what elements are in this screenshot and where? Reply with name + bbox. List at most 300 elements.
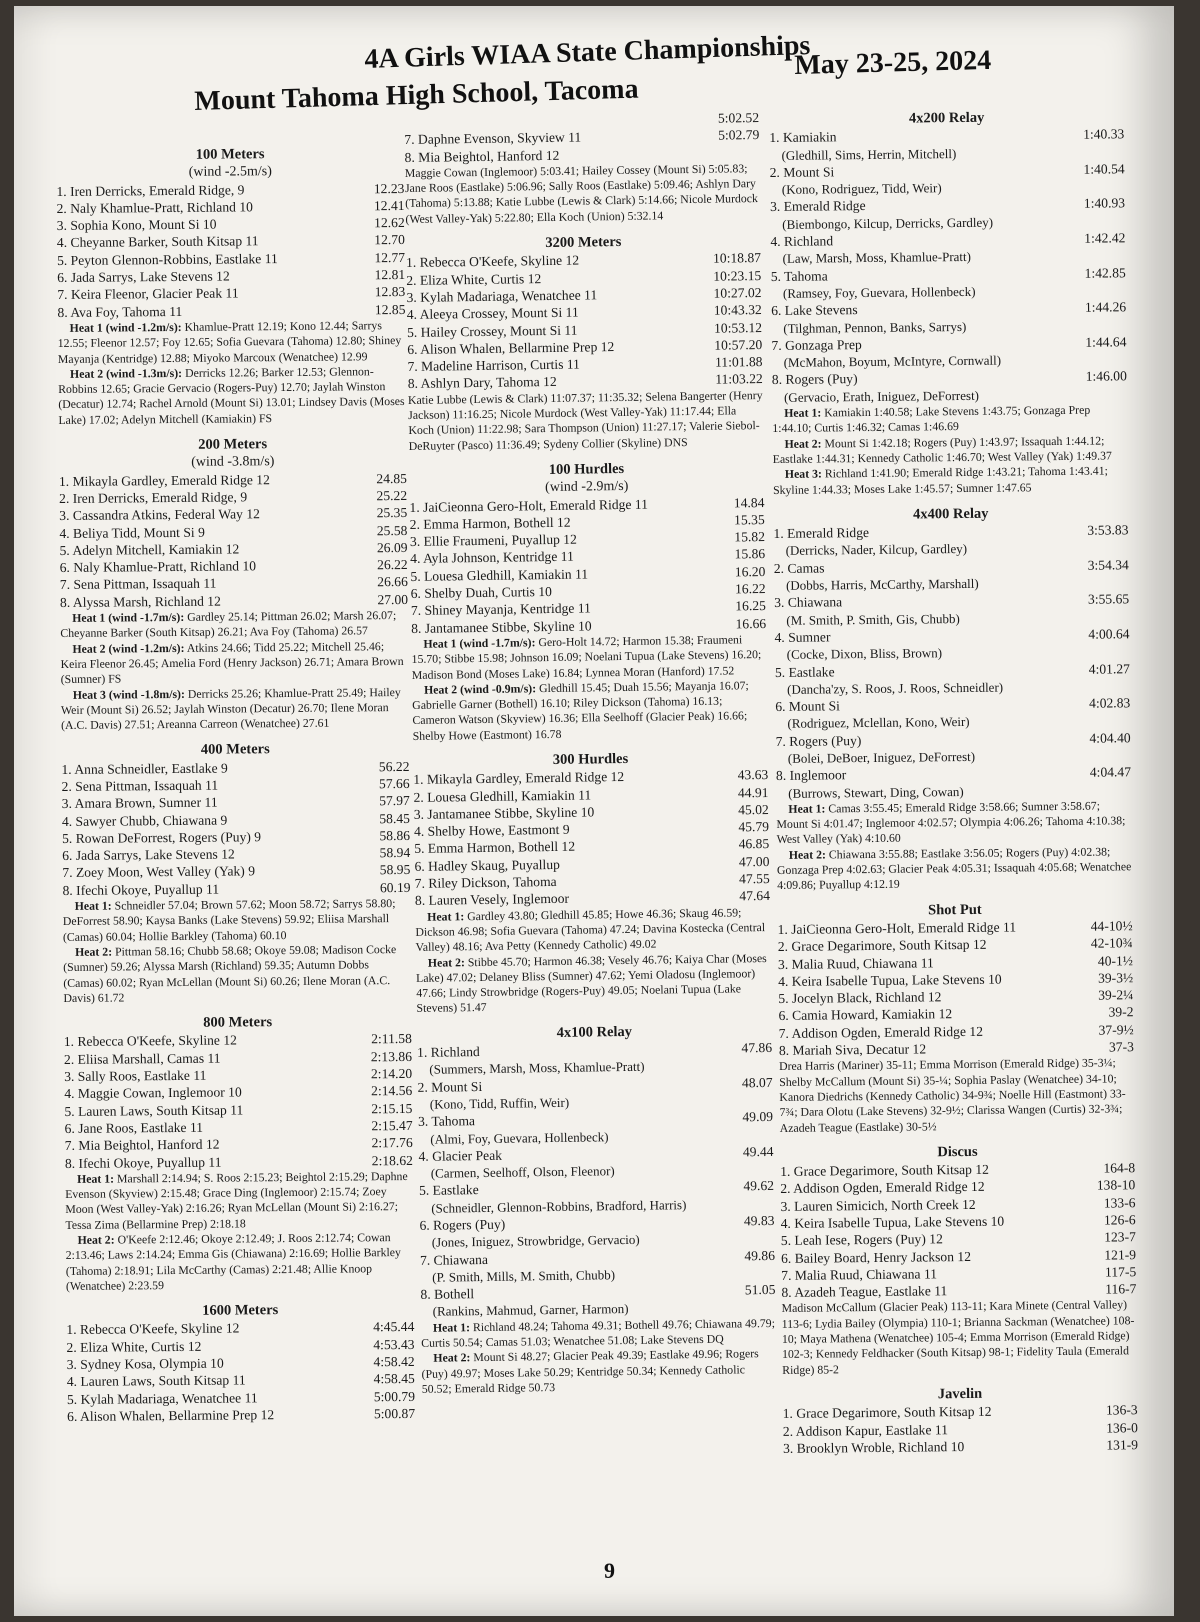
relay-members: (Cocke, Dixon, Bliss, Brown) xyxy=(786,645,943,663)
heat-label: Heat 3 (wind -1.8m/s): xyxy=(72,686,185,702)
result-mark: 47.00 xyxy=(738,853,770,870)
result-mark: 15.86 xyxy=(734,546,766,562)
heat-text: Pittman 58.16; Chubb 58.68; Okoye 59.08; Madison Cocke (Sumner) 59.26; Alyssa Marsh (Richland) 59.35; Autumn Dobbs (Camas) 60.02; Ryan McLellan (Mount Si) 60.26; Ilene Moran (A.C. Davis) 61.72 xyxy=(63,942,397,1005)
athlete-entry: 3. Tahoma xyxy=(417,1113,476,1130)
result-mark: 39-2¼ xyxy=(1098,987,1134,1003)
heat-text: Mount Si 48.27; Glacier Peak 49.39; Eastlake 49.96; Rogers (Puy) 49.97; Moses Lake 50.29; Kentridge 50.34; Kennedy Catholic 50.52; Emerald Ridge 50.73 xyxy=(421,1346,759,1396)
athlete-entry: 5. Eastlake xyxy=(774,663,835,680)
relay-members: (Bolei, DeBoer, Iniguez, DeForrest) xyxy=(787,748,976,766)
result-mark: 10:57.20 xyxy=(714,336,763,353)
result-mark: 49.86 xyxy=(744,1247,776,1263)
relay-members: (Carmen, Seelhoff, Olson, Fleenor) xyxy=(430,1163,615,1181)
relay-members: (Kono, Tidd, Ruffin, Weir) xyxy=(429,1094,570,1112)
result-mark: 1:42.85 xyxy=(1084,264,1126,281)
event-section xyxy=(780,1142,1137,1378)
athlete-entry: 1. Anna Schneidler, Eastlake 9 xyxy=(61,760,228,777)
heat-label: Heat 2: xyxy=(77,1232,115,1247)
page-number: 9 xyxy=(604,1558,615,1583)
result-mark: 16.25 xyxy=(735,598,767,614)
heat-results xyxy=(773,463,1128,497)
relay-members: (Schneidler, Glennon-Robbins, Bradford, Harris) xyxy=(431,1196,687,1216)
result-mark: 1:40.33 xyxy=(1083,126,1125,143)
result-mark: 12.23 xyxy=(373,180,405,196)
result-mark: 1:40.93 xyxy=(1083,195,1126,212)
athlete-entry: 2. Eliisa Marshall, Camas 11 xyxy=(63,1050,221,1067)
heat-text: Schneidler 57.04; Brown 57.62; Moon 58.72; Sarrys 58.80; DeForrest 58.90; Kaysa Banks (Lake Stevens) 59.92; Eliisa Marshall (Camas) 60.04; Hollie Barkley (Tahoma) 60.10 xyxy=(62,896,396,944)
athlete-entry: 7. Sena Pittman, Issaquah 11 xyxy=(59,576,217,593)
athlete-entry: 7. Riley Dickson, Tahoma xyxy=(414,874,557,891)
athlete-entry: 7. Madeline Harrison, Curtis 11 xyxy=(407,356,581,375)
athlete-entry: 2. Emma Harmon, Bothell 12 xyxy=(409,514,571,532)
athlete-entry: 6. Jane Roos, Eastlake 11 xyxy=(64,1119,204,1136)
heat-results xyxy=(415,905,771,956)
result-mark: 1:42.42 xyxy=(1084,230,1126,246)
result-mark: 57.97 xyxy=(379,793,410,809)
athlete-entry: 5. Rowan DeForrest, Rogers (Puy) 9 xyxy=(62,829,262,846)
results-column-2 xyxy=(404,109,777,1407)
result-mark: 49.83 xyxy=(743,1212,775,1229)
athlete-entry: 6. Alison Whalen, Bellarmine Prep 12 xyxy=(407,338,615,357)
athlete-entry: 4. Ayla Johnson, Kentridge 11 xyxy=(410,549,574,567)
athlete-entry: 8. Ashlyn Dary, Tahoma 12 xyxy=(407,374,557,392)
heat-label: Heat 1: xyxy=(76,1171,115,1186)
athlete-entry: 8. Inglemoor xyxy=(775,767,847,784)
athlete-entry: 7. Zoey Moon, West Valley (Yak) 9 xyxy=(62,863,256,881)
heat-text: Madison McCallum (Glacier Peak) 113-11; Kara Minete (Central Valley) 113-6; Lydia Bailey (Olympia) 110-1; Brianna Sackman (Wenatchee) 108-10; Maya Mathena (Wenatchee) 105-4; Emma Morrison (Emerald Ridge) 102-3; Kennedy Feldhacker (South Kitsap) 98-1; Fidelity Taula (Emerald Ridge) 85-2 xyxy=(781,1297,1135,1377)
result-mark: 5:02.79 xyxy=(718,127,760,143)
athlete-entry: 3. Malia Ruud, Chiawana 11 xyxy=(777,954,934,972)
result-mark: 15.82 xyxy=(734,529,766,545)
result-mark: 123-7 xyxy=(1104,1229,1136,1245)
event-section xyxy=(404,109,761,227)
result-mark: 10:27.02 xyxy=(713,284,762,301)
result-mark: 60.19 xyxy=(379,879,411,895)
heat-label: Heat 2: xyxy=(788,847,826,862)
heat-text: Derricks 25.26; Khamlue-Pratt 25.49; Hailey Weir (Mount Si) 26.52; Jaylah Winston (Decatur) 26.70; Ilene Moran (A.C. Davis) 27.51; Areanna Carreon (Wenatchee) 27.61 xyxy=(60,684,401,733)
result-mark: 42-10¾ xyxy=(1090,935,1133,951)
athlete-entry: 1. Iren Derricks, Emerald Ridge, 9 xyxy=(56,181,245,199)
result-row xyxy=(783,1436,1138,1457)
result-mark: 3:53.83 xyxy=(1087,522,1129,538)
heat-text: Gardley 25.14; Pittman 26.02; Marsh 26.07; Cheyanne Barker (South Kitsap) 26.21; Ava Foy (Tahoma) 26.57 xyxy=(60,608,397,641)
athlete-entry: 8. Jantamanee Stibbe, Skyline 10 xyxy=(411,618,592,636)
meet-date: May 23-25, 2024 xyxy=(794,44,992,81)
heat-results xyxy=(66,1230,415,1294)
result-mark: 11:03.22 xyxy=(715,371,763,388)
athlete-entry: 3. Jantamanee Stibbe, Skyline 10 xyxy=(413,804,595,822)
athlete-entry: 8. Mia Beightol, Hanford 12 xyxy=(404,147,560,165)
wind-reading: (wind -2.9m/s) xyxy=(545,479,629,496)
athlete-entry: 1. Kamiakin xyxy=(769,129,837,146)
athlete-entry: 2. Sena Pittman, Issaquah 11 xyxy=(61,777,219,794)
meet-venue: Mount Tahoma High School, Tacoma xyxy=(194,73,639,117)
wind-reading: (wind -3.8m/s) xyxy=(191,454,275,471)
result-mark: 45.79 xyxy=(738,819,770,835)
event-section xyxy=(777,900,1134,1136)
heat-results xyxy=(772,433,1127,467)
heat-text: Katie Lubbe (Lewis & Clark) 11:07.37; 11:35.32; Selena Bangerter (Henry Jackson) 11:16.25; Nicole Murdock (West Valley-Yak) 11:17.44; Ella Koch (Union) 11:22.98; Sara Thompson (Union) 11:27.17; Valerie Siebol-DeRuyter (Pasco) 11:36.49; Sydeny Collier (Skyline) DNS xyxy=(407,387,763,453)
result-mark: 48.07 xyxy=(741,1074,773,1090)
heat-label: Heat 3: xyxy=(784,466,822,482)
athlete-entry: 2. Addison Ogden, Emerald Ridge 12 xyxy=(780,1179,985,1197)
heat-label: Heat 1: xyxy=(788,801,826,816)
event-section xyxy=(56,145,406,428)
athlete-entry: 1. Mikayla Gardley, Emerald Ridge 12 xyxy=(58,471,270,489)
heat-results xyxy=(776,798,1131,848)
event-title: 3200 Meters xyxy=(545,234,622,252)
athlete-entry: 6. Mount Si xyxy=(775,698,840,715)
heat-results xyxy=(405,161,761,227)
result-mark: 44.91 xyxy=(737,784,769,800)
result-mark: 4:04.47 xyxy=(1089,764,1132,780)
result-mark: 136-3 xyxy=(1105,1402,1138,1418)
result-mark: 2:18.62 xyxy=(371,1152,413,1168)
relay-members: (Rankins, Mahmud, Garner, Harmon) xyxy=(432,1301,629,1320)
athlete-entry: 5. Tahoma xyxy=(770,268,828,284)
athlete-entry: 4. Maggie Cowan, Inglemoor 10 xyxy=(64,1084,242,1102)
relay-members: (Kono, Rodriguez, Tidd, Weir) xyxy=(781,180,942,198)
result-mark: 1:40.54 xyxy=(1083,161,1125,177)
athlete-entry: 6. Hadley Skaug, Puyallup xyxy=(414,856,560,874)
result-mark: 1:46.00 xyxy=(1085,368,1127,385)
relay-members: (Summers, Marsh, Moss, Khamlue-Pratt) xyxy=(429,1059,645,1078)
athlete-entry: 6. Naly Khamlue-Pratt, Richland 10 xyxy=(59,558,257,576)
athlete-entry: 8. Alyssa Marsh, Richland 12 xyxy=(59,593,221,610)
heat-label: Heat 1: xyxy=(784,405,822,420)
athlete-entry: 5. Eastlake xyxy=(418,1182,479,1199)
athlete-entry: 3. Emerald Ridge xyxy=(769,198,866,215)
result-mark: 15.35 xyxy=(733,511,765,528)
relay-members: (Gervacio, Erath, Iniguez, DeForrest) xyxy=(783,387,980,405)
result-mark: 49.44 xyxy=(742,1143,774,1160)
heat-results xyxy=(61,684,409,733)
athlete-entry: 6. Jada Sarrys, Lake Stevens 12 xyxy=(57,268,230,286)
result-mark: 2:17.76 xyxy=(371,1135,413,1151)
event-section xyxy=(769,108,1128,498)
relay-members: (Tilghman, Pennon, Banks, Sarrys) xyxy=(783,318,967,336)
athlete-entry: 8. Ava Foy, Tahoma 11 xyxy=(57,303,183,320)
heat-label: Heat 1: xyxy=(427,908,465,924)
results-column-1 xyxy=(56,139,415,1435)
heat-label: Heat 1: xyxy=(432,1319,471,1335)
athlete-entry: 7. Shiney Mayanja, Kentridge 11 xyxy=(410,600,591,619)
wind-reading: (wind -2.5m/s) xyxy=(188,164,272,181)
athlete-entry: 1. Grace Degarimore, South Kitsap 12 xyxy=(780,1161,989,1180)
heat-label: Heat 2: xyxy=(75,944,113,959)
result-mark: 4:45.44 xyxy=(373,1319,415,1335)
result-mark: 44-10½ xyxy=(1090,918,1133,934)
heat-text: Maggie Cowan (Inglemoor) 5:03.41; Hailey Cossey (Mount Si) 5:05.83; Jane Roos (Eastlake) 5:06.96; Sally Roos (Eastlake) 5:09.46; Ashlyn Dary (Tahoma) 5:13.88; Katie Lubbe (Lewis & Clark) 5:14.66; Nicole Murdock (West Valley-Yak) 5:22.80; Ella Koch (Union) 5:32.14 xyxy=(404,161,758,226)
athlete-entry: 8. Ifechi Okoye, Puyallup 11 xyxy=(64,1154,222,1171)
athlete-entry: 6. Alison Whalen, Bellarmine Prep 12 xyxy=(67,1407,275,1424)
result-mark: 4:00.64 xyxy=(1088,626,1130,642)
result-mark: 4:53.43 xyxy=(373,1336,415,1353)
result-mark: 133-6 xyxy=(1103,1194,1136,1211)
event-section xyxy=(409,459,768,744)
result-mark: 117-5 xyxy=(1104,1264,1137,1280)
event-title: Javelin xyxy=(937,1385,983,1403)
result-mark: 3:54.34 xyxy=(1087,556,1129,573)
athlete-entry: 4. Sumner xyxy=(774,629,831,645)
heat-label: Heat 2: xyxy=(433,1350,471,1366)
result-mark: 49.62 xyxy=(743,1178,775,1194)
heat-text: Gledhill 15.45; Duah 15.56; Mayanja 16.07; Gabrielle Garner (Bothell) 16.10; Riley Dickson (Tahoma) 16.13; Cameron Watson (Skyview) 16.36; Ella Seelhoff (Glacier Peak) 16.66; Shelby Howe (Eastmont) 16.78 xyxy=(412,678,749,743)
result-mark: 2:14.56 xyxy=(371,1083,413,1099)
athlete-entry: 6. Shelby Duah, Curtis 10 xyxy=(410,583,553,601)
result-mark: 56.22 xyxy=(378,758,410,774)
heat-label: Heat 2: xyxy=(427,954,465,970)
heat-results xyxy=(772,402,1127,436)
heat-results xyxy=(60,608,408,642)
result-mark: 26.09 xyxy=(376,539,408,556)
heat-text: Mount Si 1:42.18; Rogers (Puy) 1:43.97; Issaquah 1:44.12; Eastlake 1:44.31; Kennedy Catholic 1:46.70; West Valley (Yak) 1:49.37 xyxy=(772,433,1112,466)
event-section xyxy=(782,1384,1138,1457)
result-mark: 39-2 xyxy=(1108,1004,1134,1020)
result-mark: 126-6 xyxy=(1103,1212,1136,1228)
result-mark: 12.85 xyxy=(374,301,406,317)
athlete-entry: 3. Chiawana xyxy=(774,594,843,611)
athlete-entry: 3. Sophia Kono, Mount Si 10 xyxy=(56,216,217,234)
relay-members: (Dancha'zy, S. Roos, J. Roos, Schneidler) xyxy=(787,679,1004,697)
athlete-entry: 8. Rogers (Puy) xyxy=(771,371,858,388)
athlete-entry: 4. Keira Isabelle Tupua, Lake Stevens 10 xyxy=(780,1213,1005,1231)
athlete-entry: 7. Daphne Evenson, Skyview 11 xyxy=(404,129,582,148)
result-mark: 2:14.20 xyxy=(370,1065,413,1082)
result-mark: 10:18.87 xyxy=(712,250,762,267)
result-mark: 2:15.15 xyxy=(371,1100,413,1116)
athlete-entry: 6. Jada Sarrys, Lake Stevens 12 xyxy=(62,846,235,864)
heat-results xyxy=(421,1316,776,1352)
heat-results xyxy=(777,844,1132,894)
athlete-entry: 1. Emerald Ridge xyxy=(773,525,870,542)
athlete-entry: 5. Emma Harmon, Bothell 12 xyxy=(414,839,576,857)
result-mark: 24.85 xyxy=(376,470,408,486)
result-mark: 12.41 xyxy=(373,197,405,214)
result-mark: 16.20 xyxy=(734,563,766,580)
result-mark: 5:00.79 xyxy=(373,1388,416,1404)
athlete-entry: 1. Mikayla Gardley, Emerald Ridge 12 xyxy=(413,769,625,788)
heat-results xyxy=(412,678,768,744)
result-mark: 116-7 xyxy=(1105,1281,1137,1297)
result-mark: 2:11.58 xyxy=(371,1031,412,1047)
event-title: 4x100 Relay xyxy=(556,1023,633,1041)
result-mark: 10:53.12 xyxy=(713,319,763,336)
heat-results xyxy=(63,896,411,945)
heat-text: Khamlue-Pratt 12.19; Kono 12.44; Sarrys 12.55; Fleenor 12.57; Foy 12.65; Sofia Guevara (Tahoma) 12.80; Shiney Mayanja (Kentridge) 12.88; Miyoko Marcoux (Wenatchee) 12.99 xyxy=(57,318,402,366)
heat-results xyxy=(408,388,764,454)
result-mark: 25.22 xyxy=(376,487,408,504)
athlete-entry: 5. Adelyn Mitchell, Kamiakin 12 xyxy=(59,541,240,558)
event-title: 1600 Meters xyxy=(202,1302,279,1319)
event-section xyxy=(417,1022,777,1397)
result-mark: 10:23.15 xyxy=(713,267,762,284)
athlete-entry: 6. Lake Stevens xyxy=(771,302,858,319)
athlete-entry: 4. Aleeya Crossey, Mount Si 11 xyxy=(406,304,579,323)
result-mark: 11:01.88 xyxy=(714,354,763,370)
heat-results xyxy=(416,951,772,1017)
result-mark: 121-9 xyxy=(1104,1246,1137,1263)
athlete-entry: 4. Shelby Howe, Eastmont 9 xyxy=(413,821,570,840)
heat-label: Heat 1 (wind -1.7m/s): xyxy=(423,635,536,651)
athlete-entry: 7. Chiawana xyxy=(419,1251,489,1268)
event-title: 800 Meters xyxy=(203,1014,273,1031)
result-mark: 12.70 xyxy=(374,232,405,248)
athlete-entry: 1. JaiCieonna Gero-Holt, Emerald Ridge 11 xyxy=(777,919,1017,937)
athlete-entry: 8. Mariah Siva, Decatur 12 xyxy=(778,1041,927,1058)
event-title: Discus xyxy=(937,1143,978,1161)
heat-text: Richland 48.24; Tahoma 49.31; Bothell 49.76; Chiawana 49.79; Curtis 50.54; Camas 51.03; Wenatchee 51.08; Lake Stevens DQ xyxy=(421,1315,776,1350)
result-mark: 26.22 xyxy=(377,557,408,573)
result-mark: 47.55 xyxy=(739,871,770,887)
relay-members: (P. Smith, Mills, M. Smith, Chubb) xyxy=(432,1267,616,1285)
heat-text: Camas 3:55.45; Emerald Ridge 3:58.66; Sumner 3:58.67; Mount Si 4:01.47; Inglemoor 4:02.57; Olympia 4:06.26; Tahoma 4:10.38; West Valley (Yak) 4:10.60 xyxy=(776,798,1126,847)
result-mark: 4:01.27 xyxy=(1088,660,1130,677)
result-mark: 136-0 xyxy=(1106,1419,1138,1436)
result-mark: 138-10 xyxy=(1096,1177,1136,1194)
heat-text: Kamiakin 1:40.58; Lake Stevens 1:43.75; Gonzaga Prep 1:44.10; Curtis 1:46.32; Camas 1:46.69 xyxy=(772,402,1091,436)
heat-text: Derricks 12.26; Barker 12.53; Glennon-Robbins 12.65; Gracie Gervacio (Rogers-Puy) 12.70; Jaylah Winston (Decatur) 12.74; Rachel Arnold (Mount Si) 13.01; Lindsey Davis (Moses Lake) 17.02; Adelyn Mitchell (Kamiakin) FS xyxy=(58,364,405,427)
relay-members: (Rodriguez, Mclellan, Kono, Weir) xyxy=(787,714,970,732)
relay-members: (Gledhill, Sims, Herrin, Mitchell) xyxy=(781,145,957,163)
heat-results xyxy=(58,318,406,367)
athlete-entry: 7. Mia Beightol, Hanford 12 xyxy=(64,1136,220,1154)
event-title: Shot Put xyxy=(928,901,982,919)
result-mark: 14.84 xyxy=(733,494,765,510)
result-mark: 37-3 xyxy=(1108,1039,1134,1055)
result-mark: 1:44.26 xyxy=(1084,299,1127,315)
athlete-entry: 6. Bailey Board, Henry Jackson 12 xyxy=(780,1248,972,1266)
result-mark: 3:55.65 xyxy=(1087,591,1130,607)
result-mark: 58.94 xyxy=(379,845,411,861)
heat-text: Richland 1:41.90; Emerald Ridge 1:43.21; Tahoma 1:43.41; Skyline 1:44.33; Moses Lake 1:45.57; Sumner 1:47.65 xyxy=(772,463,1108,497)
athlete-entry: 1. Rebecca O'Keefe, Skyline 12 xyxy=(405,252,580,271)
heat-text: Stibbe 45.70; Harmon 46.38; Vesely 46.76; Kaiya Char (Moses Lake) 47.02; Delaney Bliss (Sumner) 47.62; Yemi Oladosu (Inglemoor) 47.66; Lindy Strowbridge (Rogers-Puy) 49.05; Noelani Tupua (Lake Stevens) 51.47 xyxy=(415,950,767,1016)
result-mark: 26.66 xyxy=(377,574,408,590)
result-mark: 25.35 xyxy=(376,505,408,521)
relay-members: (Derricks, Nader, Kilcup, Gardley) xyxy=(785,541,968,559)
athlete-entry: 8. Ifechi Okoye, Puyallup 11 xyxy=(62,881,220,898)
athlete-entry: 2. Louesa Gledhill, Kamiakin 11 xyxy=(413,787,592,805)
result-mark: 25.58 xyxy=(376,522,408,538)
heat-results xyxy=(60,639,408,688)
athlete-entry: 2. Mount Si xyxy=(769,164,835,180)
result-mark: 43.63 xyxy=(737,767,769,783)
heat-text: Gardley 43.80; Gledhill 45.85; Howe 46.36; Skaug 46.59; Dickson 46.98; Sofia Guevara (Tahoma) 47.24; Davina Kostecka (Central Valley) 48.16; Ava Petty (Kennedy Catholic) 49.02 xyxy=(415,905,766,955)
athlete-entry: 5. Peyton Glennon-Robbins, Eastlake 11 xyxy=(56,250,278,268)
athlete-entry: 5. Hailey Crossey, Mount Si 11 xyxy=(406,322,578,340)
athlete-entry: 3. Sydney Kosa, Olympia 10 xyxy=(66,1355,224,1373)
athlete-entry: 8. Azadeh Teague, Eastlake 11 xyxy=(781,1283,948,1301)
athlete-entry: 2. Naly Khamlue-Pratt, Richland 10 xyxy=(56,199,253,216)
athlete-entry: 4. Cheyanne Barker, South Kitsap 11 xyxy=(56,233,259,251)
heat-label: Heat 1 (wind -1.2m/s): xyxy=(69,319,182,335)
heat-label: Heat 2 (wind -1.2m/s): xyxy=(72,640,185,656)
event-title: 100 Hurdles xyxy=(548,460,625,478)
athlete-entry: 6. Camia Howard, Kamiakin 12 xyxy=(778,1006,953,1024)
athlete-entry: 5. Leah Iese, Rogers (Puy) 12 xyxy=(780,1231,943,1249)
result-mark: 46.85 xyxy=(738,836,770,852)
event-section xyxy=(64,1013,414,1294)
athlete-entry: 3. Amara Brown, Sumner 11 xyxy=(61,794,218,812)
heat-text: O'Keefe 2:12.46; Okoye 2:12.49; J. Roos 2:12.74; Cowan 2:13.46; Laws 2:14.24; Emma Gis (Chiawana) 2:16.69; Hollie Barkley (Tahoma) 2:18.91; Lila McCarthy (Camas) 2:21.48; Allie Knoop (Wenatchee) 2:23.59 xyxy=(65,1230,401,1293)
athlete-entry: 5. Jocelyn Black, Richland 12 xyxy=(778,989,942,1007)
result-mark: 5:00.87 xyxy=(373,1405,416,1422)
athlete-entry: 2. Mount Si xyxy=(417,1078,483,1095)
event-section xyxy=(59,435,410,733)
heat-text: Chiawana 3:55.88; Eastlake 3:56.05; Rogers (Puy) 4:02.38; Gonzaga Prep 4:02.63; Glacier Peak 4:05.31; Issaquah 4:05.68; Wenatchee 4:09.86; Puyallup 4:12.19 xyxy=(776,844,1132,893)
result-mark: 27.00 xyxy=(377,591,409,607)
result-row xyxy=(67,1405,415,1425)
athlete-entry: 3. Sally Roos, Eastlake 11 xyxy=(64,1067,207,1084)
result-mark: 12.62 xyxy=(374,215,405,231)
athlete-entry: 5. Lauren Laws, South Kitsap 11 xyxy=(64,1102,244,1119)
athlete-entry: 4. Keira Isabelle Tupua, Lake Stevens 10 xyxy=(778,971,1002,989)
athlete-entry: 1. Richland xyxy=(416,1044,480,1060)
result-mark: 40-1½ xyxy=(1097,952,1134,969)
result-mark: 131-9 xyxy=(1106,1437,1139,1453)
result-mark: 39-3½ xyxy=(1097,970,1134,986)
event-title: 200 Meters xyxy=(198,436,268,453)
athlete-entry: 7. Rogers (Puy) xyxy=(775,732,862,749)
result-mark: 58.95 xyxy=(379,862,411,878)
heat-text: Atkins 24.66; Tidd 25.22; Mitchell 25.46; Keira Fleenor 26.45; Amelia Ford (Henry Jackson) 26.71; Amara Brown (Sumner) FS xyxy=(60,638,404,687)
relay-members: (Law, Marsh, Moss, Khamlue-Pratt) xyxy=(782,249,972,267)
meet-title: 4A Girls WIAA State Championships xyxy=(364,29,811,75)
result-mark: 51.05 xyxy=(744,1282,776,1298)
event-title: 100 Meters xyxy=(195,146,265,163)
heat-results xyxy=(63,942,412,1006)
result-mark: 57.66 xyxy=(378,775,410,792)
athlete-entry: 3. Kylah Madariaga, Wenatchee 11 xyxy=(406,287,598,305)
heat-results xyxy=(411,632,767,683)
result-mark: 2:13.86 xyxy=(370,1048,413,1065)
heat-text: Marshall 2:14.94; S. Roos 2:15.23; Beightol 2:15.29; Daphne Evenson (Skyview) 2:15.48; Grace Ding (Inglemoor) 2:15.74; Zoey Moon (West Valley-Yak) 2:16.26; Ryan McLellan (Mount Si) 2:16.27; Tessa Zima (Bellarmine Prep) 2:18.18 xyxy=(65,1168,408,1232)
heat-text: Drea Harris (Mariner) 35-11; Emma Morrison (Emerald Ridge) 35-3¼; Shelby McCallum (Mount Si) 35-¼; Sophia Paslay (Wenatchee) 34-10; Kanora Diedrichs (Kennedy Catholic) 34-9¾; Noelle Hill (Eastmont) 33-7¾; Dara Olotu (Lake Stevens) 32-9½; Clarissa Wangen (Curtis) 32-3¾; Azadeh Teague (Eastlake) 30-5½ xyxy=(778,1055,1126,1135)
relay-members: (M. Smith, P. Smith, Gis, Chubb) xyxy=(786,610,960,628)
result-mark: 16.66 xyxy=(735,615,767,632)
relay-members: (McMahon, Boyum, McIntyre, Cornwall) xyxy=(783,352,1002,371)
result-mark: 12.81 xyxy=(374,267,406,283)
result-mark: 4:58.45 xyxy=(373,1371,415,1387)
result-mark: 2:15.47 xyxy=(371,1117,413,1134)
relay-members: (Almi, Foy, Guevara, Hollenbeck) xyxy=(430,1128,609,1147)
event-section xyxy=(773,504,1132,894)
athlete-entry: 1. Rebecca O'Keefe, Skyline 12 xyxy=(66,1320,240,1338)
event-section xyxy=(406,232,764,454)
heat-label: Heat 2: xyxy=(784,436,822,451)
athlete-entry: 2. Eliza White, Curtis 12 xyxy=(406,270,542,288)
heat-label: Heat 1 (wind -1.7m/s): xyxy=(72,609,185,625)
result-mark: 4:58.42 xyxy=(373,1353,415,1370)
result-mark: 45.02 xyxy=(738,801,769,818)
athlete-entry: 1. Rebecca O'Keefe, Skyline 12 xyxy=(63,1032,237,1050)
relay-members: (Jones, Iniguez, Strowbridge, Gervacio) xyxy=(431,1232,640,1251)
heat-label: Heat 2 (wind -1.3m/s): xyxy=(69,365,183,381)
heat-results xyxy=(779,1056,1135,1136)
event-title: 4x400 Relay xyxy=(913,505,989,523)
athlete-entry: 4. Lauren Laws, South Kitsap 11 xyxy=(66,1372,246,1390)
event-section xyxy=(66,1301,415,1425)
result-mark: 10:43.32 xyxy=(713,302,762,318)
athlete-entry: 2. Iren Derricks, Emerald Ridge, 9 xyxy=(59,489,248,506)
relay-members: (Dobbs, Harris, McCarthy, Marshall) xyxy=(785,575,979,593)
result-mark: 5:02.52 xyxy=(717,110,760,126)
athlete-entry: 4. Richland xyxy=(770,233,834,250)
result-mark xyxy=(753,144,759,161)
relay-members: (Burrows, Stewart, Ding, Cowan) xyxy=(788,783,964,801)
result-mark: 1:44.64 xyxy=(1085,334,1127,350)
result-mark: 16.22 xyxy=(734,581,766,597)
